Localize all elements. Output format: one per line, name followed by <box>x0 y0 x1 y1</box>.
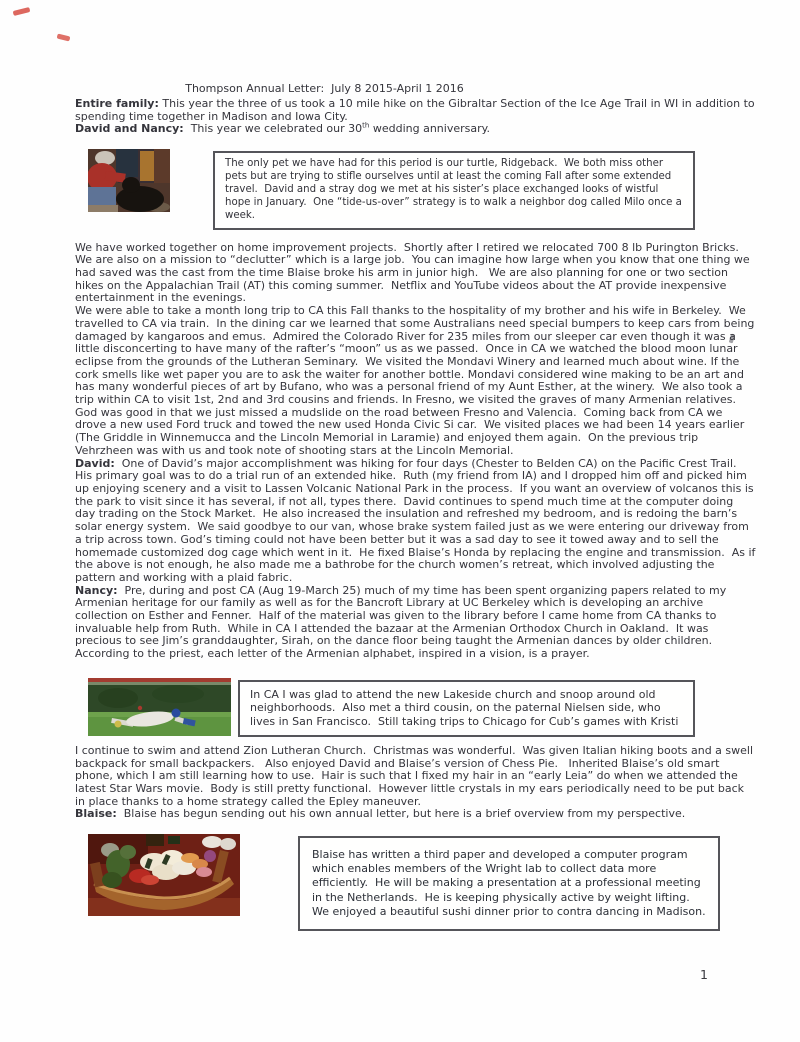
page-number: 1 <box>700 967 708 982</box>
lakeside-media-row <box>75 678 756 737</box>
paragraph-nancy <box>75 585 756 661</box>
sidebar-box-lakeside <box>238 680 695 737</box>
scan-artifact-red-mark <box>13 7 31 16</box>
david-nancy-label: David and Nancy: <box>75 122 184 136</box>
photo-man-with-dog <box>88 149 170 212</box>
photo-sushi-boat <box>88 834 240 916</box>
letter-title: Thompson Annual Letter: July 8 2015-April 1 2016 <box>185 82 464 95</box>
ordinal-superscript: th <box>362 121 370 130</box>
letter-body <box>75 0 759 931</box>
paragraph-david-and-nancy <box>75 123 756 136</box>
blaise-label: Blaise: <box>75 807 117 821</box>
paragraph-entire-family <box>75 97 759 123</box>
blaise-box-text: Blaise has written a third paper and developed a computer program which enables members of the Wright lab to collect data more efficiently. He will be making a presentation at a professional meeting in the Netherlands. He is keeping physically active by weight lifting. We enjoyed a beautiful sushi dinner prior to contra dancing in Madison. <box>312 848 706 918</box>
nancy-label: Nancy: <box>75 583 118 597</box>
paragraph-david <box>75 456 759 585</box>
nancy-text: Pre, during and post CA (Aug 19-March 25) much of my time has been spent organizing papers related to my Armenian heritage for our family as well as for the Bancroft Library at UC Berkeley which is developing an archive collection on Esther and Fenner. Half of the material was given to the library before I came home from CA thanks to invaluable help from Ruth. While in CA I attended the bazaar at the Armenian Orthodox Church in Oakland. It was precious to see Jim’s granddaughter, Sirah, on the dance floor being taught the Armenian dances by older children. According to the priest, each letter of the Armenian alphabet, inspired in a vision, is a prayer. <box>75 583 730 661</box>
david-nancy-text-end: wedding anniversary. <box>369 122 491 136</box>
entire-family-label: Entire family: <box>75 97 159 110</box>
blaise-media-row <box>75 834 756 931</box>
photo-cubs-outfielder-diving <box>88 678 231 736</box>
pets-media-row <box>75 149 756 230</box>
david-nancy-text: This year we celebrated our 30 <box>183 122 363 136</box>
sidebar-box-pets <box>213 151 695 230</box>
lakeside-box-text: In CA I was glad to attend the new Lakeside church and snoop around old neighborhoods. Also met a third cousin, on the paternal Nielsen side, who lives in San Francisco. Still taking trips to Chicago for Cub’s games with Kristi <box>250 687 679 728</box>
paragraph-zion-church: I continue to swim and attend Zion Lutheran Church. Christmas was wonderful. Was given Italian hiking boots and a swell backpack for small backpackers. Also enjoyed David and Blaise’s version of Chess Pie. Inherited Blaise’s old smart phone, which I am still learning how to use. Hair is such that I fixed my hair in an “early Leia” do when we attended the latest Star Wars movie. Body is still pretty functional. However little crystals in my ears periodically need to be put back in place thanks to a home strategy called the Epley maneuver. <box>75 743 757 808</box>
david-label: David: <box>75 456 115 470</box>
paragraph-blaise <box>75 808 756 821</box>
david-text: One of David’s major accomplishment was hiking for four days (Chester to Belden CA) on the Pacific Crest Trail. His primary goal was to do a trial run of an extended hike. Ruth (my friend from IA) and I dropped him off and picked him up enjoying scenery and a visit to Lassen Volcanic National Park in the process. If you want an overview of volcanos this is the park to visit since it has several, if not all, types there. David continues to spend much time at the computer doing day trading on the Stock Market. He also increased the insulation and refreshed my bedroom, and is redoing the barn’s solar energy system. We said goodbye to our van, whose brake system failed just as we were entering our driveway from a trip across town. God’s timing could not have been better but it was a sad day to see it towed away and to sell the homemade customized dog cage which went in it. He fixed Blaise’s Honda by replacing the engine and transmission. As if the above is not enough, he also made me a bathrobe for the church women’s retreat, which involved adjusting the pattern and working with a plaid fabric. <box>75 456 759 584</box>
paragraph-california-trip: We were able to take a month long trip to CA this Fall thanks to the hospitality of my brother and his wife in Berkeley. We travelled to CA via train. In the dining car we learned that some Australians need special bumpers to keep cars from being damaged by kangaroos and emus. Admired the Colorado River for 235 miles from our sleeper car even though it was a little disconcerting to have many of the rafter’s “moon” us as we passed. Once in CA we watched the blood moon lunar eclipse from the grounds of the Lutheran Seminary. We visited the Mondavi Winery and learned much about wine. If the cork smells like wet paper you are to ask the waiter for another bottle. Mondavi considered wine making to be an art and has many wonderful pieces of art by Bufano, who was a personal friend of my Aunt Esther, at the winery. We also took a trip within CA to visit 1st, 2nd and 3rd cousins and friends. In Fresno, we visited the graves of many Armenian relatives. God was good in that we just missed a mudslide on the road between Fresno and Valencia. Coming back from CA we drove a new used Ford truck and towed the new used Honda Civic Si car. We visited places we had been 14 years earlier (The Griddle in Winnemucca and the Lincoln Memorial in Laramie) and enjoyed them again. On the previous trip Vehrzheen was with us and took note of shooting stars at the Lincoln Memorial. <box>75 304 758 457</box>
entire-family-text: This year the three of us took a 10 mile hike on the Gibraltar Section of the Ice Age Trail in WI in addition to spending time together in Madison and Iowa City. <box>75 97 759 123</box>
scan-artifact-red-mark <box>57 34 71 42</box>
paragraph-home-projects: We have worked together on home improvement projects. Shortly after I retired we relocated 700 8 lb Purington Bricks. We are also on a mission to “declutter” which is a large job. You can imagine how large when you know that one thing we had saved was the cast from the time Blaise broke his arm in junior high. We are also planning for one or two section hikes on the Appalachian Trail (AT) this coming summer. Netflix and YouTube videos about the AT provide inexpensive entertainment in the evenings. <box>75 240 754 305</box>
sidebar-box-blaise <box>298 836 720 931</box>
pets-box-text: The only pet we have had for this period is our turtle, Ridgeback. We both miss other pets but are trying to stifle ourselves until at least the coming Fall after some extended travel. David and a stray dog we met at his sister’s place exchanged looks of wistful hope in January. One “tide-us-over” strategy is to walk a neighbor dog called Milo once a week. <box>225 158 686 221</box>
blaise-text: Blaise has begun sending out his own annual letter, but here is a brief overview from my perspective. <box>116 807 686 821</box>
